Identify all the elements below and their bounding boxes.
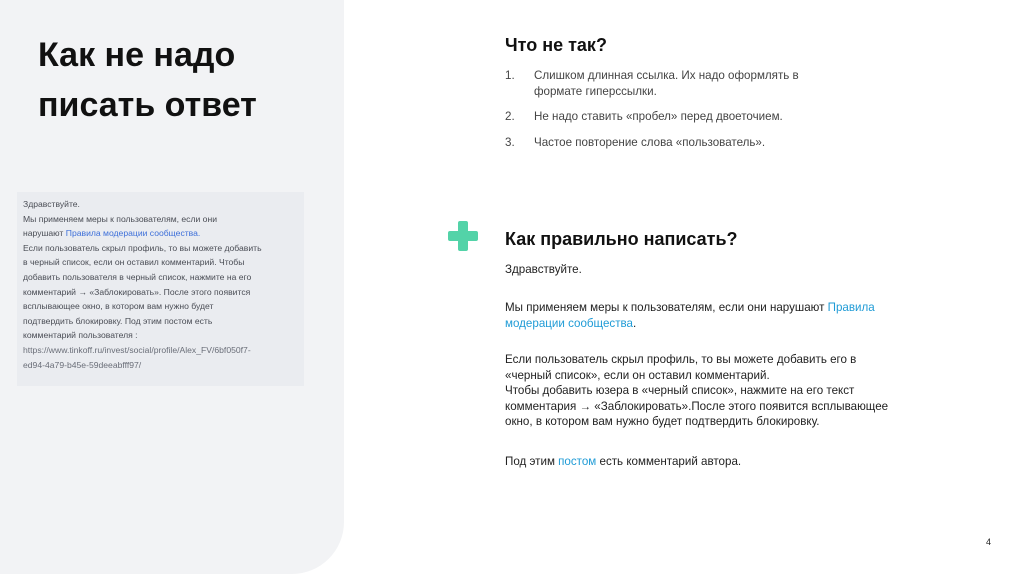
issue-item: [505, 68, 845, 99]
paragraph-line: «черный список», если он оставил комментарий.: [505, 368, 770, 382]
bad-example-line: комментарий пользователя :: [23, 330, 138, 341]
bad-example-url: https://www.tinkoff.ru/invest/social/profile/Alex_FV/6bf050f7-: [23, 344, 251, 355]
bad-example-link: Правила модерации сообщества.: [65, 228, 201, 239]
issue-text: Частое повторение слова «пользователь».: [534, 135, 766, 149]
paragraph-post: [505, 454, 935, 470]
bad-example-line: в черный список, если он оставил комментарий. Чтобы: [23, 257, 245, 268]
paragraph-text: есть комментарий автора.: [596, 455, 742, 468]
paragraph-text: Мы применяем меры к пользователям, если они нарушают: [505, 301, 828, 314]
bad-example-text: нарушают: [23, 228, 66, 239]
issue-number: 1.: [505, 69, 515, 82]
paragraph-line: окно, в котором вам нужно будет подтвердить блокировку.: [505, 415, 820, 429]
plus-icon: [448, 221, 478, 251]
issue-item: [505, 135, 845, 151]
bad-example-line: [23, 226, 298, 241]
issue-item: [505, 109, 845, 125]
issue-number: 3.: [505, 135, 515, 149]
greeting: Здравствуйте.: [505, 263, 582, 276]
bad-example-line: Если пользователь скрыл профиль, то вы можете добавить: [23, 242, 262, 253]
bad-example-line: Здравствуйте.: [23, 199, 80, 209]
issue-number: 2.: [505, 110, 515, 123]
bad-example-url: ed94-4a79-b45e-59deeabfff97/: [23, 359, 142, 370]
page-number: 4: [986, 537, 992, 547]
paragraph-rules: [505, 300, 935, 331]
bad-example-screenshot: [17, 192, 304, 386]
paragraph-line: комментария → «Заблокировать».После этого появится всплывающее: [505, 399, 889, 413]
post-link[interactable]: постом: [558, 455, 597, 468]
paragraph-line: Если пользователь скрыл профиль, то вы можете добавить его в: [505, 353, 857, 366]
issue-text: Слишком длинная ссылка. Их надо оформлять в формате гиперссылки.: [534, 69, 799, 98]
bad-example-line: добавить пользователя в черный список, нажмите на его: [23, 271, 252, 282]
bad-example-line: комментарий → «Заблокировать». После этого появится: [23, 286, 251, 297]
issues-list: [505, 68, 845, 160]
moderation-rules-link[interactable]: Правила модерации сообщества: [505, 301, 875, 330]
slide-title: Как не надо писать ответ: [38, 36, 257, 124]
bad-example-line: подтвердить блокировку. Под этим постом есть: [23, 315, 213, 326]
bad-example-line: всплывающее окно, в котором вам нужно будет: [23, 301, 214, 312]
issue-text: Не надо ставить «пробел» перед двоеточием.: [534, 110, 783, 123]
whats-wrong-heading: Что не так?: [505, 35, 607, 55]
correct-heading: Как правильно написать?: [505, 229, 738, 249]
paragraph-line: Чтобы добавить юзера в «черный список», нажмите на его текст: [505, 384, 855, 398]
paragraph-text: Под этим: [505, 455, 559, 468]
bad-example-line: Мы применяем меры к пользователям, если они: [23, 213, 218, 224]
paragraph-end: .: [633, 316, 637, 330]
paragraph-blacklist: [505, 352, 935, 430]
